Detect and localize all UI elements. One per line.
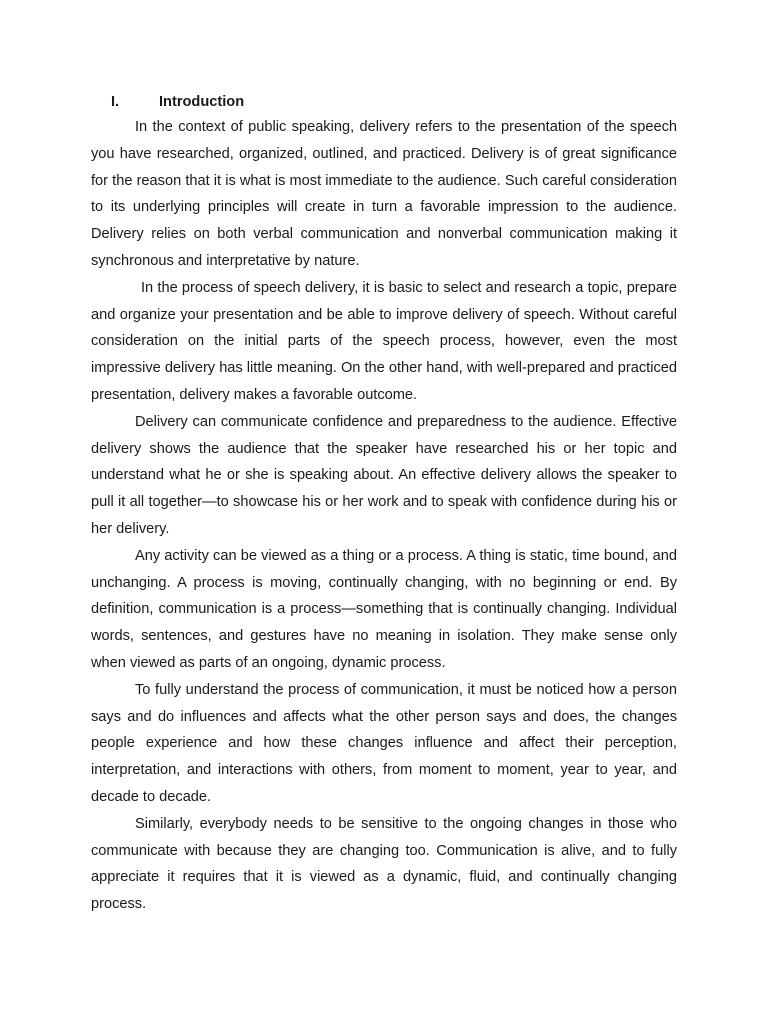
section-number: I.: [111, 94, 120, 110]
section-title: Introduction: [159, 94, 245, 110]
paragraph-3: Delivery can communicate confidence and preparedness to the audience. Effective delivery shows the audience that the speaker have researched his or her topic and understand what he or she is speaking about. An effective delivery allows the speaker to pull it all together—to showcase his or her work and to speak with confidence during his or her delivery.: [91, 413, 677, 537]
section-heading: [91, 92, 677, 112]
paragraph-2: In the process of speech delivery, it is basic to select and research a topic, prepare and organize your presentation and be able to improve delivery of speech. Without careful consideration on the initial parts of the speech process, however, even the most impressive delivery has little meaning. On the other hand, with well-prepared and practiced presentation, delivery makes a favorable outcome.: [91, 279, 677, 403]
document-body: [91, 92, 677, 918]
paragraph-4: Any activity can be viewed as a thing or a process. A thing is static, time bound, and unchanging. A process is moving, continually changing, with no beginning or end. By definition, communication is a process—something that is continually changing. Individual words, sentences, and gestures have no meaning in isolation. They make sense only when viewed as parts of an ongoing, dynamic process.: [91, 547, 677, 671]
paragraph-5: To fully understand the process of communication, it must be noticed how a person says and do influences and affects what the other person says and does, the changes people experience and how these changes influence and affect their perception, interpretation, and interactions with others, from moment to moment, year to year, and decade to decade.: [91, 681, 677, 805]
paragraph-6: Similarly, everybody needs to be sensitive to the ongoing changes in those who communicate with because they are changing too. Communication is alive, and to fully appreciate it requires that it is viewed as a dynamic, fluid, and continually changing process.: [91, 815, 677, 913]
paragraph-1: In the context of public speaking, delivery refers to the presentation of the speech you have researched, organized, outlined, and practiced. Delivery is of great significance for the reason that it is what is most immediate to the audience. Such careful consideration to its underlying principles will create in turn a favorable impression to the audience. Delivery relies on both verbal communication and nonverbal communication making it synchronous and interpretative by nature.: [91, 119, 677, 269]
